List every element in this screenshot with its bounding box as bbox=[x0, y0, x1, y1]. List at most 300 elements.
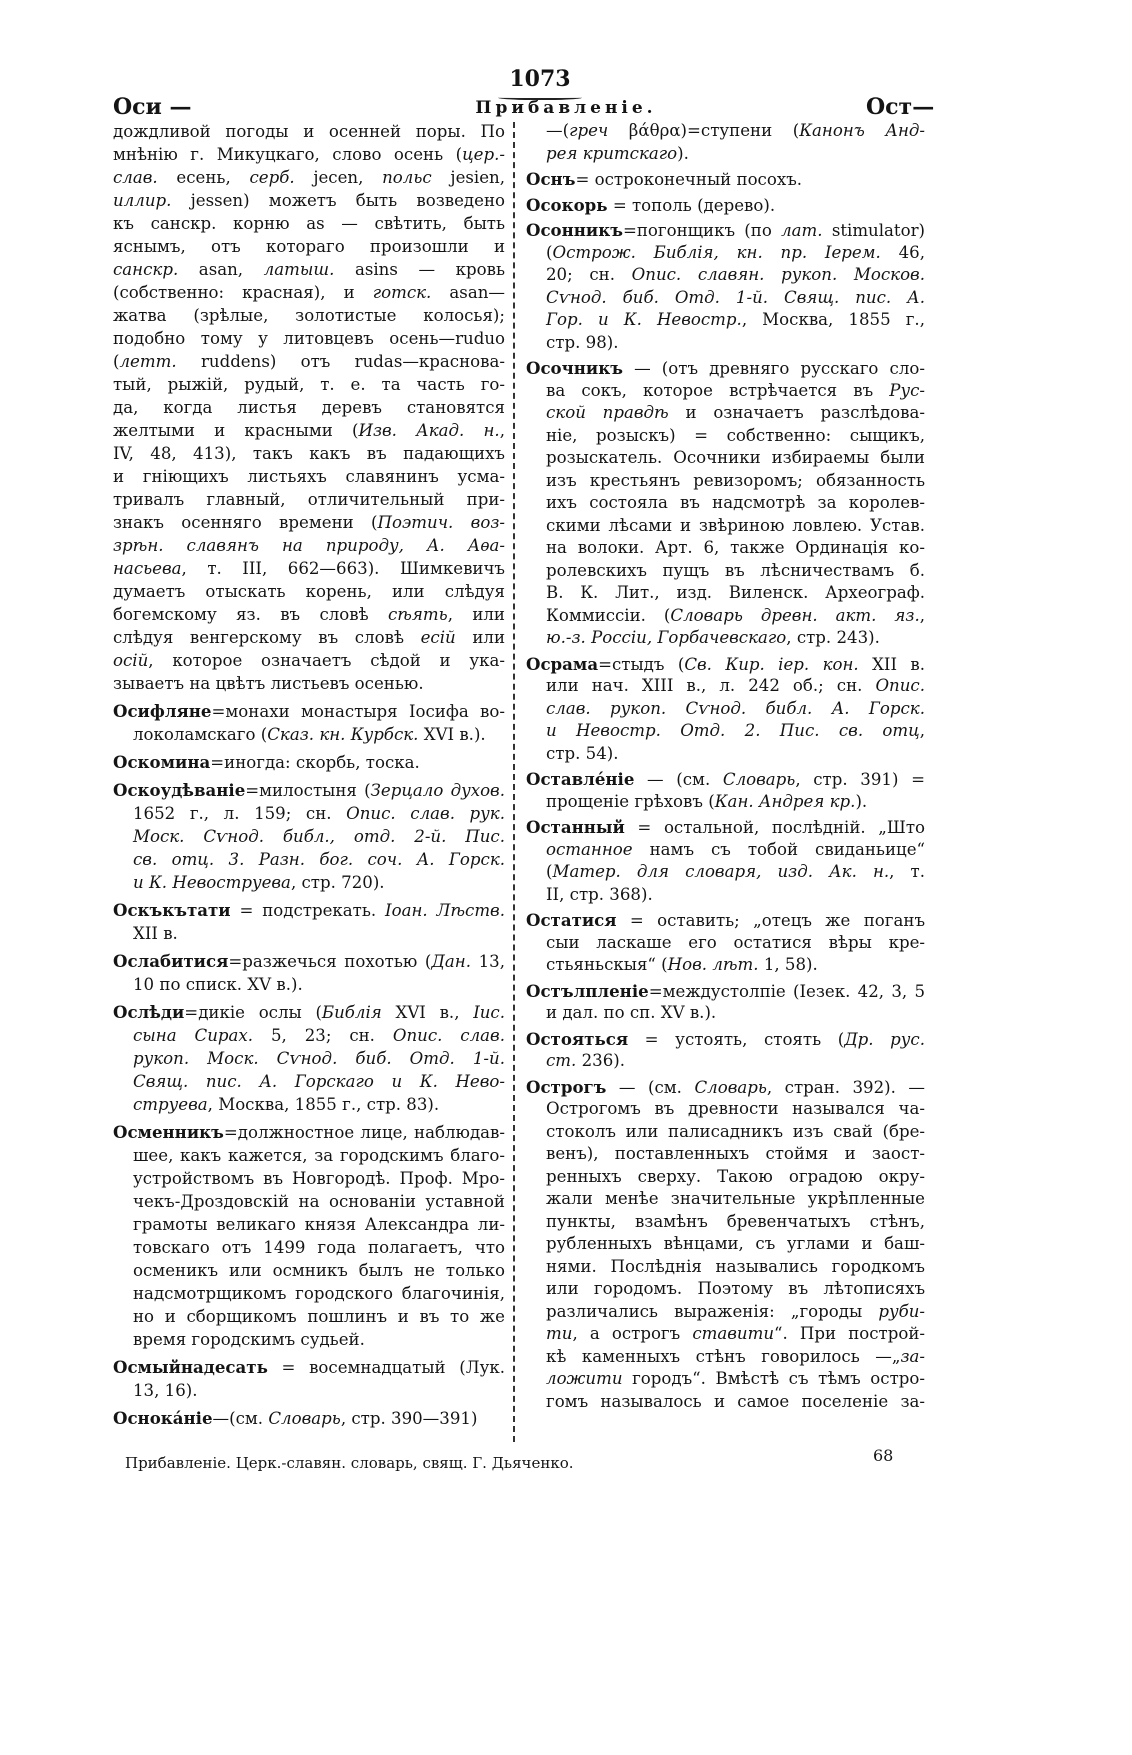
text-line bbox=[526, 1391, 925, 1414]
text-line bbox=[526, 582, 925, 605]
text: jecen, bbox=[294, 168, 383, 187]
text: зываетъ на цвѣтъ листьевъ осенью. bbox=[113, 674, 424, 693]
text-line bbox=[113, 1070, 505, 1093]
text: стьяньскыя“ ( bbox=[546, 955, 668, 974]
text-line bbox=[526, 425, 925, 448]
text: =погонщикъ (по bbox=[622, 221, 782, 240]
italic-text: Сѵнод. биб. Отд. 1-й. Свящ. пис. А. bbox=[546, 287, 925, 307]
text: Острогомъ въ древности назывался ча- bbox=[546, 1099, 925, 1118]
text: богемскому яз. въ словѣ bbox=[113, 605, 388, 624]
italic-text: цер.- bbox=[462, 145, 505, 164]
text-line bbox=[113, 871, 505, 894]
text-line bbox=[113, 258, 505, 281]
text: ). bbox=[677, 143, 689, 163]
text: =монахи монастыря Іосифа во- bbox=[211, 702, 505, 721]
text-line bbox=[113, 350, 505, 373]
text: 5, 23; сн. bbox=[253, 1026, 393, 1045]
text-line bbox=[526, 884, 925, 907]
column-divider bbox=[513, 122, 515, 1442]
text: время городскимъ судьей. bbox=[133, 1330, 365, 1349]
text: =милостыня ( bbox=[245, 781, 371, 800]
headword: Оскоудѣваніе bbox=[113, 780, 246, 800]
text: = подстрекать. bbox=[230, 901, 386, 920]
dictionary-entry bbox=[113, 950, 505, 996]
text-line bbox=[526, 332, 925, 355]
text-line bbox=[113, 281, 505, 304]
italic-text: Моск. Сѵнод. библ., отд. 2-й. Пис. bbox=[133, 827, 505, 846]
italic-text: Сказ. кн. Курбск. bbox=[267, 725, 419, 744]
headword: Ослѣди bbox=[113, 1002, 185, 1022]
italic-text: Нов. лѣт. bbox=[667, 955, 759, 974]
text: жали менѣе значительные укрѣпленные bbox=[546, 1189, 925, 1208]
italic-text: Свящ. пис. А. Горскаго и К. Нево- bbox=[133, 1072, 505, 1091]
text-line bbox=[113, 1190, 505, 1213]
italic-text: Острож. Библія, кн. пр. Іерем. bbox=[552, 242, 881, 262]
text-line bbox=[526, 219, 925, 242]
text-line bbox=[526, 932, 925, 955]
text-line bbox=[113, 649, 505, 672]
text-line bbox=[526, 743, 925, 766]
text-line bbox=[526, 1278, 925, 1301]
text: =дикіе ослы ( bbox=[184, 1003, 322, 1022]
running-head-left: Оси — bbox=[113, 94, 192, 120]
text: , т. III, 662—663). Шимкевичъ bbox=[181, 559, 505, 578]
footer-signature: Прибавленіе. Церк.-славян. словарь, свящ. Г. Дьяченко. bbox=[125, 1454, 574, 1472]
text: = остальной, послѣдній. „Што bbox=[624, 818, 925, 837]
text-line bbox=[526, 1076, 925, 1099]
text: — (см. bbox=[606, 1077, 695, 1097]
page-number: 1073 bbox=[509, 66, 571, 92]
text: jessen) можетъ быть возведено bbox=[171, 191, 505, 210]
dictionary-entry bbox=[526, 909, 925, 977]
text-line bbox=[113, 922, 505, 945]
text-line bbox=[526, 1188, 925, 1211]
text: намъ съ тобой свиданьице“ bbox=[632, 839, 925, 859]
text: =иногда: скорбь, тоска. bbox=[210, 753, 420, 772]
text: , стр. 390—391) bbox=[340, 1409, 478, 1428]
text-line bbox=[113, 1282, 505, 1305]
text-line bbox=[526, 357, 925, 380]
text-line bbox=[113, 442, 505, 465]
text: 20; сн. bbox=[546, 265, 632, 284]
text: 13, 16). bbox=[133, 1381, 198, 1400]
headword: Осочникъ bbox=[526, 358, 623, 378]
text-line bbox=[113, 802, 505, 825]
text-line bbox=[526, 1211, 925, 1234]
text-line bbox=[526, 1098, 925, 1121]
headword: Осонникъ bbox=[526, 220, 623, 240]
dictionary-entry bbox=[526, 357, 925, 650]
headword: Оснока́ніе bbox=[113, 1408, 213, 1428]
dictionary-entry bbox=[113, 1356, 505, 1402]
text: =стыдъ ( bbox=[598, 654, 685, 674]
italic-text: Рус- bbox=[889, 380, 925, 400]
text: пункты, взамѣнъ бревенчатыхъ стѣнъ, bbox=[546, 1211, 925, 1231]
text-line bbox=[526, 909, 925, 932]
text-line bbox=[113, 1328, 505, 1351]
text: жатва (зрѣлые, золотистые колосья); bbox=[113, 306, 505, 325]
italic-text: Іоан. Лѣств. bbox=[385, 901, 505, 920]
text-line bbox=[526, 1233, 925, 1256]
text: рубленныхъ вѣнцами, съ углами и баш- bbox=[546, 1234, 925, 1253]
text-line bbox=[526, 447, 925, 470]
headword: Оставле́ніе bbox=[526, 769, 635, 789]
italic-text: Канонъ Анд- bbox=[799, 121, 926, 140]
text-line bbox=[526, 492, 925, 515]
text-line bbox=[113, 1144, 505, 1167]
italic-text: Гор. и К. Невостр. bbox=[546, 310, 742, 329]
text-line bbox=[113, 373, 505, 396]
italic-text: сѣять bbox=[388, 605, 448, 624]
dictionary-entry bbox=[113, 779, 505, 894]
text-line bbox=[113, 723, 505, 746]
text-line bbox=[526, 194, 925, 217]
text: ренныхъ сверху. Такою оградою окру- bbox=[546, 1166, 925, 1186]
text: чекъ-Дроздовскій на основаніи уставной bbox=[133, 1192, 505, 1211]
text: желтыми и красными ( bbox=[113, 421, 359, 440]
text-line bbox=[113, 235, 505, 258]
text: = восемнадцатый (Лук. bbox=[267, 1358, 505, 1377]
text: , Москва, 1855 г., стр. 83). bbox=[207, 1095, 440, 1114]
text: , bbox=[499, 421, 505, 440]
text: , а острогъ bbox=[572, 1324, 693, 1343]
text-line bbox=[526, 980, 925, 1003]
text-line bbox=[526, 839, 925, 862]
text: XVI в.). bbox=[418, 725, 486, 744]
italic-text: Словарь bbox=[694, 1077, 767, 1097]
text-line bbox=[526, 1368, 925, 1391]
text-line bbox=[113, 626, 505, 649]
text: осменикъ или осмникъ былъ не только bbox=[133, 1261, 505, 1280]
dictionary-entry bbox=[113, 1121, 505, 1351]
text-line bbox=[113, 1305, 505, 1328]
italic-text: зрѣн. славянъ на природу, А. Аѳа- bbox=[113, 536, 505, 555]
text: прощеніе грѣховъ ( bbox=[546, 791, 715, 811]
text: но и сборщикомъ пошлинъ и въ то же bbox=[133, 1307, 505, 1326]
text: знакъ осенняго времени ( bbox=[113, 513, 378, 532]
dictionary-entry bbox=[526, 194, 925, 217]
italic-text: Др. рус. bbox=[844, 1029, 925, 1049]
text: или городомъ. Поэтому въ лѣтописяхъ bbox=[546, 1279, 925, 1298]
italic-text: Дан. bbox=[431, 952, 471, 971]
text: — (см. bbox=[634, 770, 723, 789]
text: есень, bbox=[157, 168, 250, 187]
italic-text: и К. Невоструева bbox=[133, 873, 291, 892]
text: ва сокъ, которое встрѣчается въ bbox=[546, 380, 890, 400]
text: слѣдуя венгерскому въ словѣ bbox=[113, 628, 421, 647]
dictionary-entry bbox=[113, 751, 505, 774]
text-line bbox=[526, 1121, 925, 1144]
text-line bbox=[113, 700, 505, 723]
text: asan— bbox=[431, 283, 505, 302]
text-line bbox=[113, 534, 505, 557]
text-line bbox=[113, 419, 505, 442]
italic-text: за- bbox=[900, 1346, 925, 1366]
italic-text: слав. bbox=[113, 168, 158, 187]
italic-text: ложити bbox=[546, 1369, 623, 1388]
text: ). bbox=[855, 791, 868, 811]
text: надсмотрщикомъ городского благочинія, bbox=[133, 1284, 505, 1303]
text: —( bbox=[546, 121, 570, 140]
text: или нач. XIII в., л. 242 об.; сн. bbox=[546, 676, 876, 695]
dictionary-entry bbox=[526, 768, 925, 813]
text: шее, какъ кажется, за городскимъ благо- bbox=[133, 1146, 505, 1165]
text-line bbox=[113, 1001, 505, 1024]
text-line bbox=[113, 143, 505, 166]
italic-text: Опис. слав. bbox=[392, 1026, 505, 1045]
text-line bbox=[113, 899, 505, 922]
text-line bbox=[526, 627, 925, 650]
headword: Остълпленіе bbox=[526, 980, 649, 1001]
running-head-title: Прибавленіе. bbox=[475, 98, 657, 118]
headword: Осрама bbox=[526, 653, 599, 674]
text: , или bbox=[447, 605, 505, 624]
text: 236). bbox=[576, 1051, 626, 1070]
text-line bbox=[526, 1050, 925, 1073]
text: Коммиссіи. ( bbox=[546, 605, 671, 625]
text: =разжечься похотью ( bbox=[228, 952, 432, 971]
text: и гніющихъ листьяхъ славянинъ усма- bbox=[113, 467, 505, 486]
text-line bbox=[113, 603, 505, 626]
italic-text: польс bbox=[382, 168, 432, 187]
text-line bbox=[113, 825, 505, 848]
text: ( bbox=[113, 352, 120, 371]
italic-text: латыш. bbox=[263, 260, 335, 279]
text-line bbox=[526, 515, 925, 538]
italic-text: ставити bbox=[692, 1324, 775, 1343]
italic-text: серб. bbox=[249, 168, 295, 187]
text: къ санскр. корню as — свѣтить, быть bbox=[113, 214, 505, 233]
text-line bbox=[526, 402, 925, 425]
text: скими лѣсами и звѣриною ловлею. Устав. bbox=[546, 515, 925, 535]
headword: Острогъ bbox=[526, 1076, 607, 1097]
text: 1652 г., л. 159; сн. bbox=[133, 804, 347, 823]
text: =должностное лице, наблюдав- bbox=[223, 1123, 505, 1142]
text-line bbox=[526, 1346, 925, 1369]
text: — (отъ древняго русскаго сло- bbox=[622, 359, 925, 378]
italic-text: Изв. Акад. н. bbox=[358, 421, 500, 440]
text-line bbox=[113, 557, 505, 580]
text-line bbox=[526, 1143, 925, 1166]
text-line bbox=[113, 304, 505, 327]
text: и дал. по сп. XV в.). bbox=[546, 1003, 717, 1022]
text-line bbox=[113, 189, 505, 212]
text: = тополь (дерево). bbox=[607, 195, 776, 215]
text: тый, рыжій, рудый, т. е. та часть го- bbox=[113, 375, 505, 394]
text: XII в. bbox=[133, 924, 178, 943]
text: да, когда листья деревъ становятся bbox=[113, 398, 505, 417]
italic-text: рукоп. Моск. Сѵнод. биб. Отд. 1-й. bbox=[133, 1049, 505, 1068]
dictionary-entry bbox=[526, 1028, 925, 1073]
text-line bbox=[526, 380, 925, 403]
italic-text: Опис. слав. рук. bbox=[346, 804, 505, 823]
italic-text: Опис. bbox=[875, 676, 925, 695]
text-line bbox=[113, 1213, 505, 1236]
text-line bbox=[113, 580, 505, 603]
text-line bbox=[526, 954, 925, 977]
text: тривалъ главный, отличительный при- bbox=[113, 490, 505, 509]
text: стр. 98). bbox=[546, 332, 619, 352]
italic-text: лат. bbox=[781, 221, 823, 240]
text: , которое означаетъ сѣдой и ука- bbox=[148, 651, 505, 670]
italic-text: летт. bbox=[119, 352, 177, 371]
text: asins — кровь bbox=[334, 260, 505, 279]
text-line bbox=[113, 1047, 505, 1070]
text: венъ), поставленныхъ стоймя и заост- bbox=[546, 1144, 925, 1163]
text-line bbox=[526, 720, 925, 743]
italic-text: ти bbox=[546, 1324, 573, 1343]
text: грамоты великаго князя Александра ли- bbox=[133, 1215, 505, 1234]
italic-text: св. отц. 3. Разн. бог. соч. А. Горск. bbox=[133, 850, 505, 869]
text-line bbox=[113, 1356, 505, 1379]
entry-continuation bbox=[113, 120, 505, 695]
text-line bbox=[113, 511, 505, 534]
text-line bbox=[113, 327, 505, 350]
right-column bbox=[526, 120, 925, 1416]
italic-text: слав. рукоп. Сѵнод. библ. А. Горск. bbox=[546, 698, 925, 718]
text: на волоки. Арт. 6, также Ординація ко- bbox=[546, 538, 925, 557]
dictionary-entry bbox=[526, 653, 925, 766]
text-line bbox=[526, 1028, 925, 1051]
text-line bbox=[113, 396, 505, 419]
text-line bbox=[526, 120, 925, 143]
italic-text: Матер. для словаря, изд. Ак. н. bbox=[552, 862, 890, 881]
italic-text: Зерцало духов. bbox=[370, 781, 505, 800]
italic-text: готск. bbox=[372, 283, 432, 302]
text-line bbox=[113, 488, 505, 511]
headword: Оснъ bbox=[526, 169, 576, 189]
italic-text: рея критскаго bbox=[546, 143, 678, 163]
headword: Осмыйнадесать bbox=[113, 1357, 268, 1377]
dictionary-entry bbox=[526, 168, 925, 191]
text-line bbox=[526, 768, 925, 791]
text: XII в. bbox=[858, 654, 926, 674]
headword: Ослабитися bbox=[113, 951, 229, 971]
italic-text: Поэтич. воз- bbox=[377, 513, 505, 532]
text-line bbox=[113, 1167, 505, 1190]
text: stimulator) bbox=[822, 221, 925, 240]
text-line bbox=[526, 791, 925, 814]
text-line bbox=[113, 848, 505, 871]
text: =междустолпіе (Іезек. 42, 3, 5 bbox=[648, 981, 925, 1001]
italic-text: иллир. bbox=[113, 191, 172, 210]
text: ruddens) отъ rudas—краснова- bbox=[176, 352, 505, 371]
text: городъ“. Вмѣстѣ съ тѣмъ остро- bbox=[622, 1369, 925, 1388]
text: II, стр. 368). bbox=[546, 884, 653, 904]
text: нями. Послѣднія назывались городкомъ bbox=[546, 1256, 925, 1276]
text-line bbox=[526, 143, 925, 166]
italic-text: Библія bbox=[321, 1003, 382, 1022]
text: изъ крестьянъ ревизоромъ; обязанность bbox=[546, 470, 925, 490]
italic-text: санскр. bbox=[113, 260, 179, 279]
text: ихъ состояла въ надсмотрѣ за королев- bbox=[546, 493, 925, 512]
text: 1, 58). bbox=[758, 955, 818, 974]
text: , Москва, 1855 г., bbox=[741, 310, 925, 329]
italic-text: Іис. bbox=[473, 1003, 505, 1022]
italic-text: есій bbox=[420, 628, 456, 647]
text: XVI в., bbox=[381, 1003, 474, 1022]
headword: Осифляне bbox=[113, 701, 212, 721]
text-line bbox=[113, 751, 505, 774]
text-line bbox=[113, 1407, 505, 1430]
dictionary-entry bbox=[526, 980, 925, 1025]
text-line bbox=[526, 287, 925, 310]
text-line bbox=[526, 1301, 925, 1324]
text-line bbox=[526, 861, 925, 884]
italic-text: осій bbox=[113, 651, 149, 670]
dictionary-entry bbox=[113, 899, 505, 945]
text-line bbox=[113, 212, 505, 235]
text: , bbox=[919, 721, 925, 740]
headword: Останный bbox=[526, 817, 625, 837]
dictionary-entry bbox=[113, 700, 505, 746]
text: кѣ каменныхъ стѣнъ говорилось —„ bbox=[546, 1346, 901, 1366]
text: думаетъ отыскать корень, или слѣдуя bbox=[113, 582, 505, 601]
text-line bbox=[526, 653, 925, 676]
text-line bbox=[526, 168, 925, 191]
italic-text: Словарь bbox=[268, 1409, 341, 1428]
headword: Остатися bbox=[526, 910, 617, 930]
text-line bbox=[526, 1323, 925, 1346]
text-line bbox=[113, 1236, 505, 1259]
text: ( bbox=[546, 862, 553, 881]
italic-text: ст. bbox=[546, 1051, 577, 1070]
text: , стр. 391) = bbox=[795, 770, 925, 789]
italic-text: Словарь bbox=[722, 770, 796, 789]
headword: Оскомина bbox=[113, 752, 211, 772]
text: подобно тому у литовцевъ осень—ruduo bbox=[113, 329, 505, 348]
italic-text: насьева bbox=[113, 559, 182, 578]
text: , bbox=[919, 605, 925, 625]
text: различались выраженія: „городы bbox=[546, 1301, 879, 1321]
italic-text: Опис. славян. рукоп. Москов. bbox=[631, 265, 925, 284]
text: jesien, bbox=[431, 168, 505, 187]
italic-text: Св. Кир. іер. кон. bbox=[684, 654, 859, 674]
text: товскаго отъ 1499 года полагаетъ, что bbox=[133, 1238, 505, 1257]
text: , стр. 720). bbox=[290, 873, 385, 892]
text-line bbox=[113, 1379, 505, 1402]
entry-continuation bbox=[526, 120, 925, 165]
text-line bbox=[113, 672, 505, 695]
text-line bbox=[113, 950, 505, 973]
headword: Осокорь bbox=[526, 194, 608, 215]
text-line bbox=[526, 264, 925, 287]
text: В. К. Лит., изд. Виленск. Археограф. bbox=[546, 583, 925, 602]
italic-text: ской правдѣ bbox=[546, 403, 669, 422]
text-line bbox=[113, 973, 505, 996]
italic-text: останное bbox=[546, 839, 633, 859]
text-line bbox=[526, 698, 925, 721]
italic-text: руби- bbox=[878, 1301, 925, 1321]
italic-text: греч bbox=[569, 121, 609, 140]
italic-text: ю.-з. Россіи, Горбачевскаго bbox=[546, 628, 787, 647]
text: ролевскихъ пущъ въ лѣсничествамъ б. bbox=[546, 560, 925, 580]
text: яснымъ, отъ котораго произошли и bbox=[113, 237, 505, 256]
text: , т. bbox=[889, 862, 925, 881]
text-line bbox=[113, 120, 505, 143]
text: —(см. bbox=[212, 1409, 269, 1428]
text: (собственно: красная), и bbox=[113, 283, 373, 302]
headword: Оскъкътати bbox=[113, 900, 231, 920]
text: ніе, розыскъ) = собственно: сыщикъ, bbox=[546, 425, 925, 445]
dictionary-entry bbox=[113, 1407, 505, 1430]
left-column bbox=[113, 120, 505, 1435]
dictionary-entry bbox=[526, 219, 925, 354]
text: гомъ называлось и самое поселеніе за- bbox=[546, 1391, 925, 1411]
text: = устоять, стоять ( bbox=[628, 1029, 845, 1049]
headword: Остояться bbox=[526, 1028, 629, 1049]
text: 10 по списк. XV в.). bbox=[133, 975, 303, 994]
